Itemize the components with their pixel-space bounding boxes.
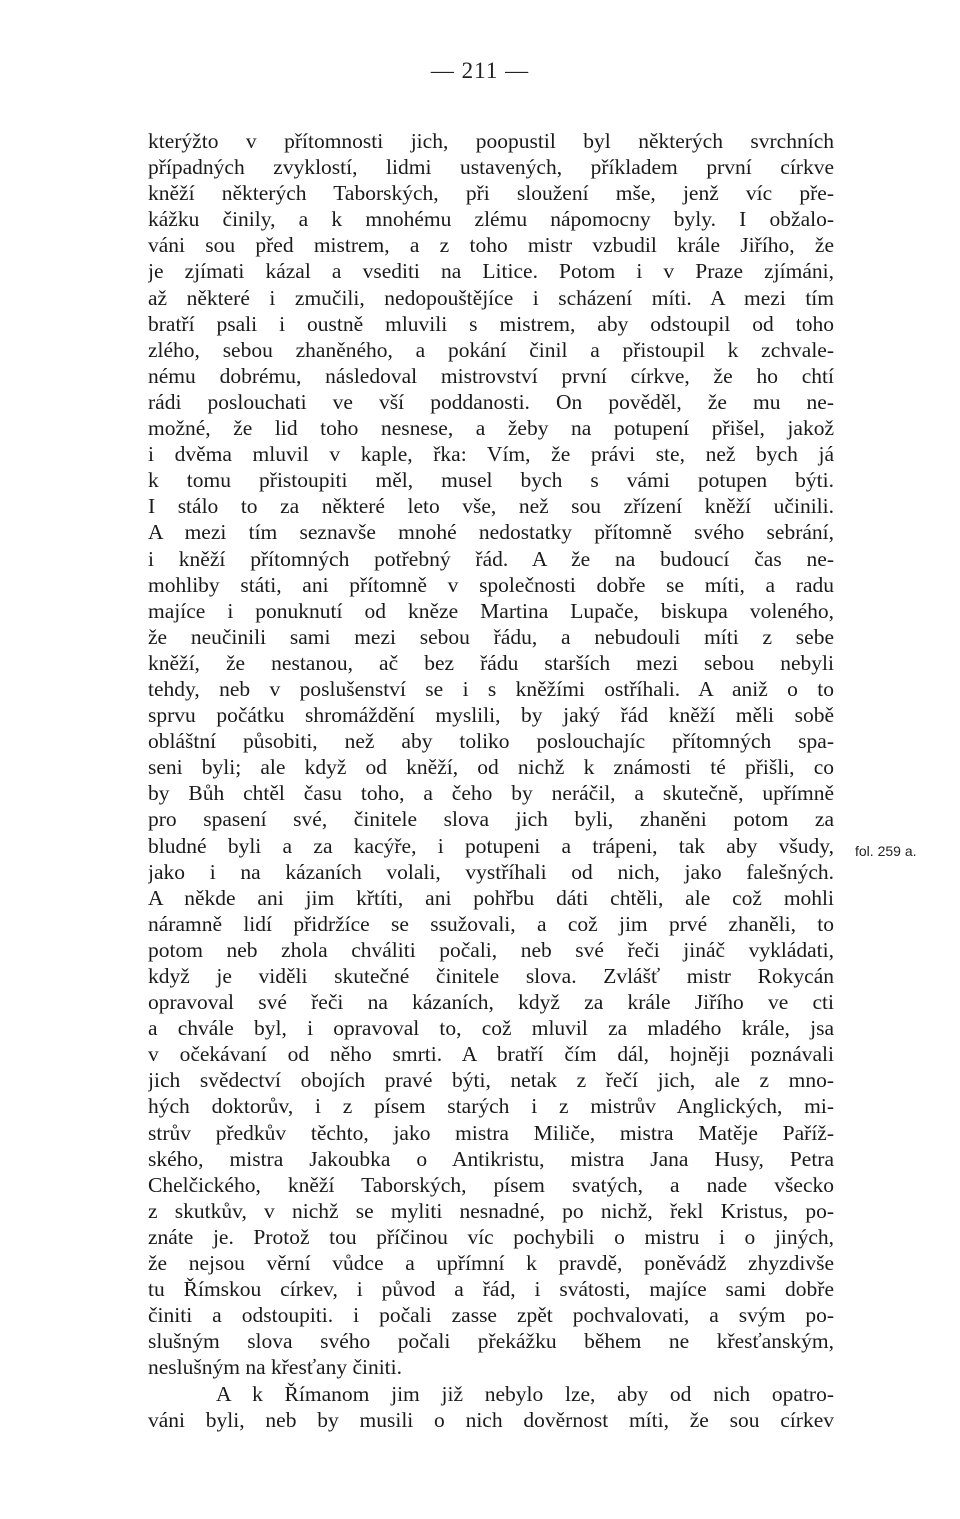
text-line: možné, že lid toho nesnese, a žeby na potupení přišel, jakož	[148, 416, 834, 441]
text-line: tu Římskou církev, i původ a řád, i svátosti, majíce sami dobře	[148, 1277, 834, 1302]
page-number-header: — 211 —	[430, 58, 530, 83]
text-line: k tomu přistoupiti měl, musel bych s vámi potupen býti.	[148, 468, 834, 493]
text-line: by Bůh chtěl času toho, a čeho by neráčil, a skutečně, upřímně	[148, 781, 834, 806]
text-line: i kněží přítomných potřebný řád. A že na budoucí čas ne-	[148, 546, 834, 571]
text-line: zlého, sebou zhaněného, a pokání činil a přistoupil k zchvale-	[148, 337, 834, 362]
text-line: sprvu počátku shromáždění myslili, by jaký řád kněží měli sobě	[148, 703, 834, 728]
text-line: jako i na kázaních volali, vystříhali od nich, jako falešných.	[148, 859, 834, 884]
text-line: činiti a odstoupiti. i počali zasse zpět pochvalovati, a svým po-	[148, 1303, 834, 1328]
text-line: kážku činily, a k mnohému zlému nápomocny byly. I obžalo-	[148, 207, 834, 232]
text-line: v očekávaní od něho smrti. A bratří čím dál, hojněji poznávali	[148, 1042, 834, 1067]
text-line: obláštní působiti, než aby toliko poslouchajíc přítomných spa-	[148, 729, 834, 754]
text-line: kněží některých Taborských, při sloužení mše, jenž víc pře-	[148, 181, 834, 206]
text-line: tehdy, neb v poslušenství se i s kněžími ostříhali. A aniž o to	[148, 676, 834, 701]
text-line: bludné byli a za kacýře, i potupeni a trápeni, tak aby všudy,	[148, 833, 834, 858]
text-line: seni byli; ale když od kněží, od nichž k známosti té přišli, co	[148, 755, 834, 780]
text-line: strův předkův těchto, jako mistra Miliče, mistra Matěje Paříž-	[148, 1120, 834, 1145]
text-line: hých doktorův, i z písem starých i z mistrův Anglických, mi-	[148, 1094, 834, 1119]
text-line: že neučinili sami mezi sebou řádu, a nebudouli míti z sebe	[148, 624, 834, 649]
text-line: kterýžto v přítomnosti jich, poopustil byl některých svrchních	[148, 129, 834, 153]
text-line: pro spasení své, činitele slova jich byli, zhaněni potom za	[148, 807, 834, 832]
text-line: kněží, že nestanou, ač bez řádu starších mezi sebou nebyli	[148, 650, 834, 675]
text-line: slušným slova svého počali překážku během ne křesťanským,	[148, 1329, 834, 1354]
text-line: že nejsou věrní vůdce a upřímní k pravdě, poněvádž zhyzdivše	[148, 1251, 834, 1276]
text-line: nému dobrému, následoval mistrovství první církve, že ho chtí	[148, 363, 834, 388]
text-line: ského, mistra Jakoubka o Antikristu, mistra Jana Husy, Petra	[148, 1146, 834, 1171]
text-line: A někde ani jim křtíti, ani pohřbu dáti chtěli, ale což mohli	[148, 885, 834, 910]
text-line: a chvále byl, i opravoval to, což mluvil za mladého krále, jsa	[148, 1016, 834, 1041]
text-line: až některé i zmučili, nedopouštějíce i scházení míti. A mezi tím	[148, 285, 834, 310]
body-text	[148, 128, 834, 1433]
text-line: náramně lidí přidržíce se ssužovali, a což jim prvé zhaněli, to	[148, 911, 834, 936]
text-line: A mezi tím seznavše mnohé nedostatky přítomně svého sebrání,	[148, 520, 834, 545]
text-line: neslušným na křesťany činiti.	[148, 1355, 403, 1380]
text-line: Chelčického, kněží Taborských, písem svatých, a nade všecko	[148, 1172, 834, 1197]
text-line: váni sou před mistrem, a z toho mistr vzbudil krále Jiřího, že	[148, 233, 834, 258]
text-line: bratří psali i oustně mluvili s mistrem, aby odstoupil od toho	[148, 311, 834, 336]
text-line: opravoval své řeči na kázaních, když za krále Jiřího ve cti	[148, 990, 834, 1015]
text-line: případných zvyklostí, lidmi ustavených, příkladem první církve	[148, 155, 834, 180]
text-line: z skutkův, v nichž se myliti nesnadné, po nichž, řekl Kristus, po-	[148, 1198, 834, 1223]
text-line: i dvěma mluvil v kaple, řka: Vím, že právi ste, než bych já	[148, 442, 834, 467]
text-line: rádi poslouchati ve vší poddanosti. On pověděl, že mu ne-	[148, 389, 834, 414]
text-line: potom neb zhola chváliti počali, neb své řeči jináč vykládati,	[148, 937, 834, 962]
marginal-folio-note: fol. 259 a.	[855, 843, 917, 859]
text-line: jich svědectví obojích pravé býti, netak z řečí jich, ale z mno-	[148, 1068, 834, 1093]
text-line: mohliby státi, ani přítomně v společnosti dobře se míti, a radu	[148, 572, 834, 597]
text-line: znáte je. Protož tou příčinou víc pochybili o mistru i o jiných,	[148, 1224, 834, 1249]
text-line: I stálo to za některé leto vše, než sou zřízení kněží učinili.	[148, 494, 834, 519]
text-line: majíce i ponuknutí od kněze Martina Lupače, biskupa voleného,	[148, 598, 834, 623]
text-line: A k Římanom jim již nebylo lze, aby od nich opatro-	[216, 1381, 834, 1406]
text-line: váni byli, neb by musili o nich dověrnost míti, že sou církev	[148, 1407, 834, 1432]
text-line: je zjímati kázal a vsediti na Litice. Potom i v Praze zjímáni,	[148, 259, 834, 284]
text-line: když je viděli skutečné činitele slova. Zvlášť mistr Rokycán	[148, 964, 834, 988]
